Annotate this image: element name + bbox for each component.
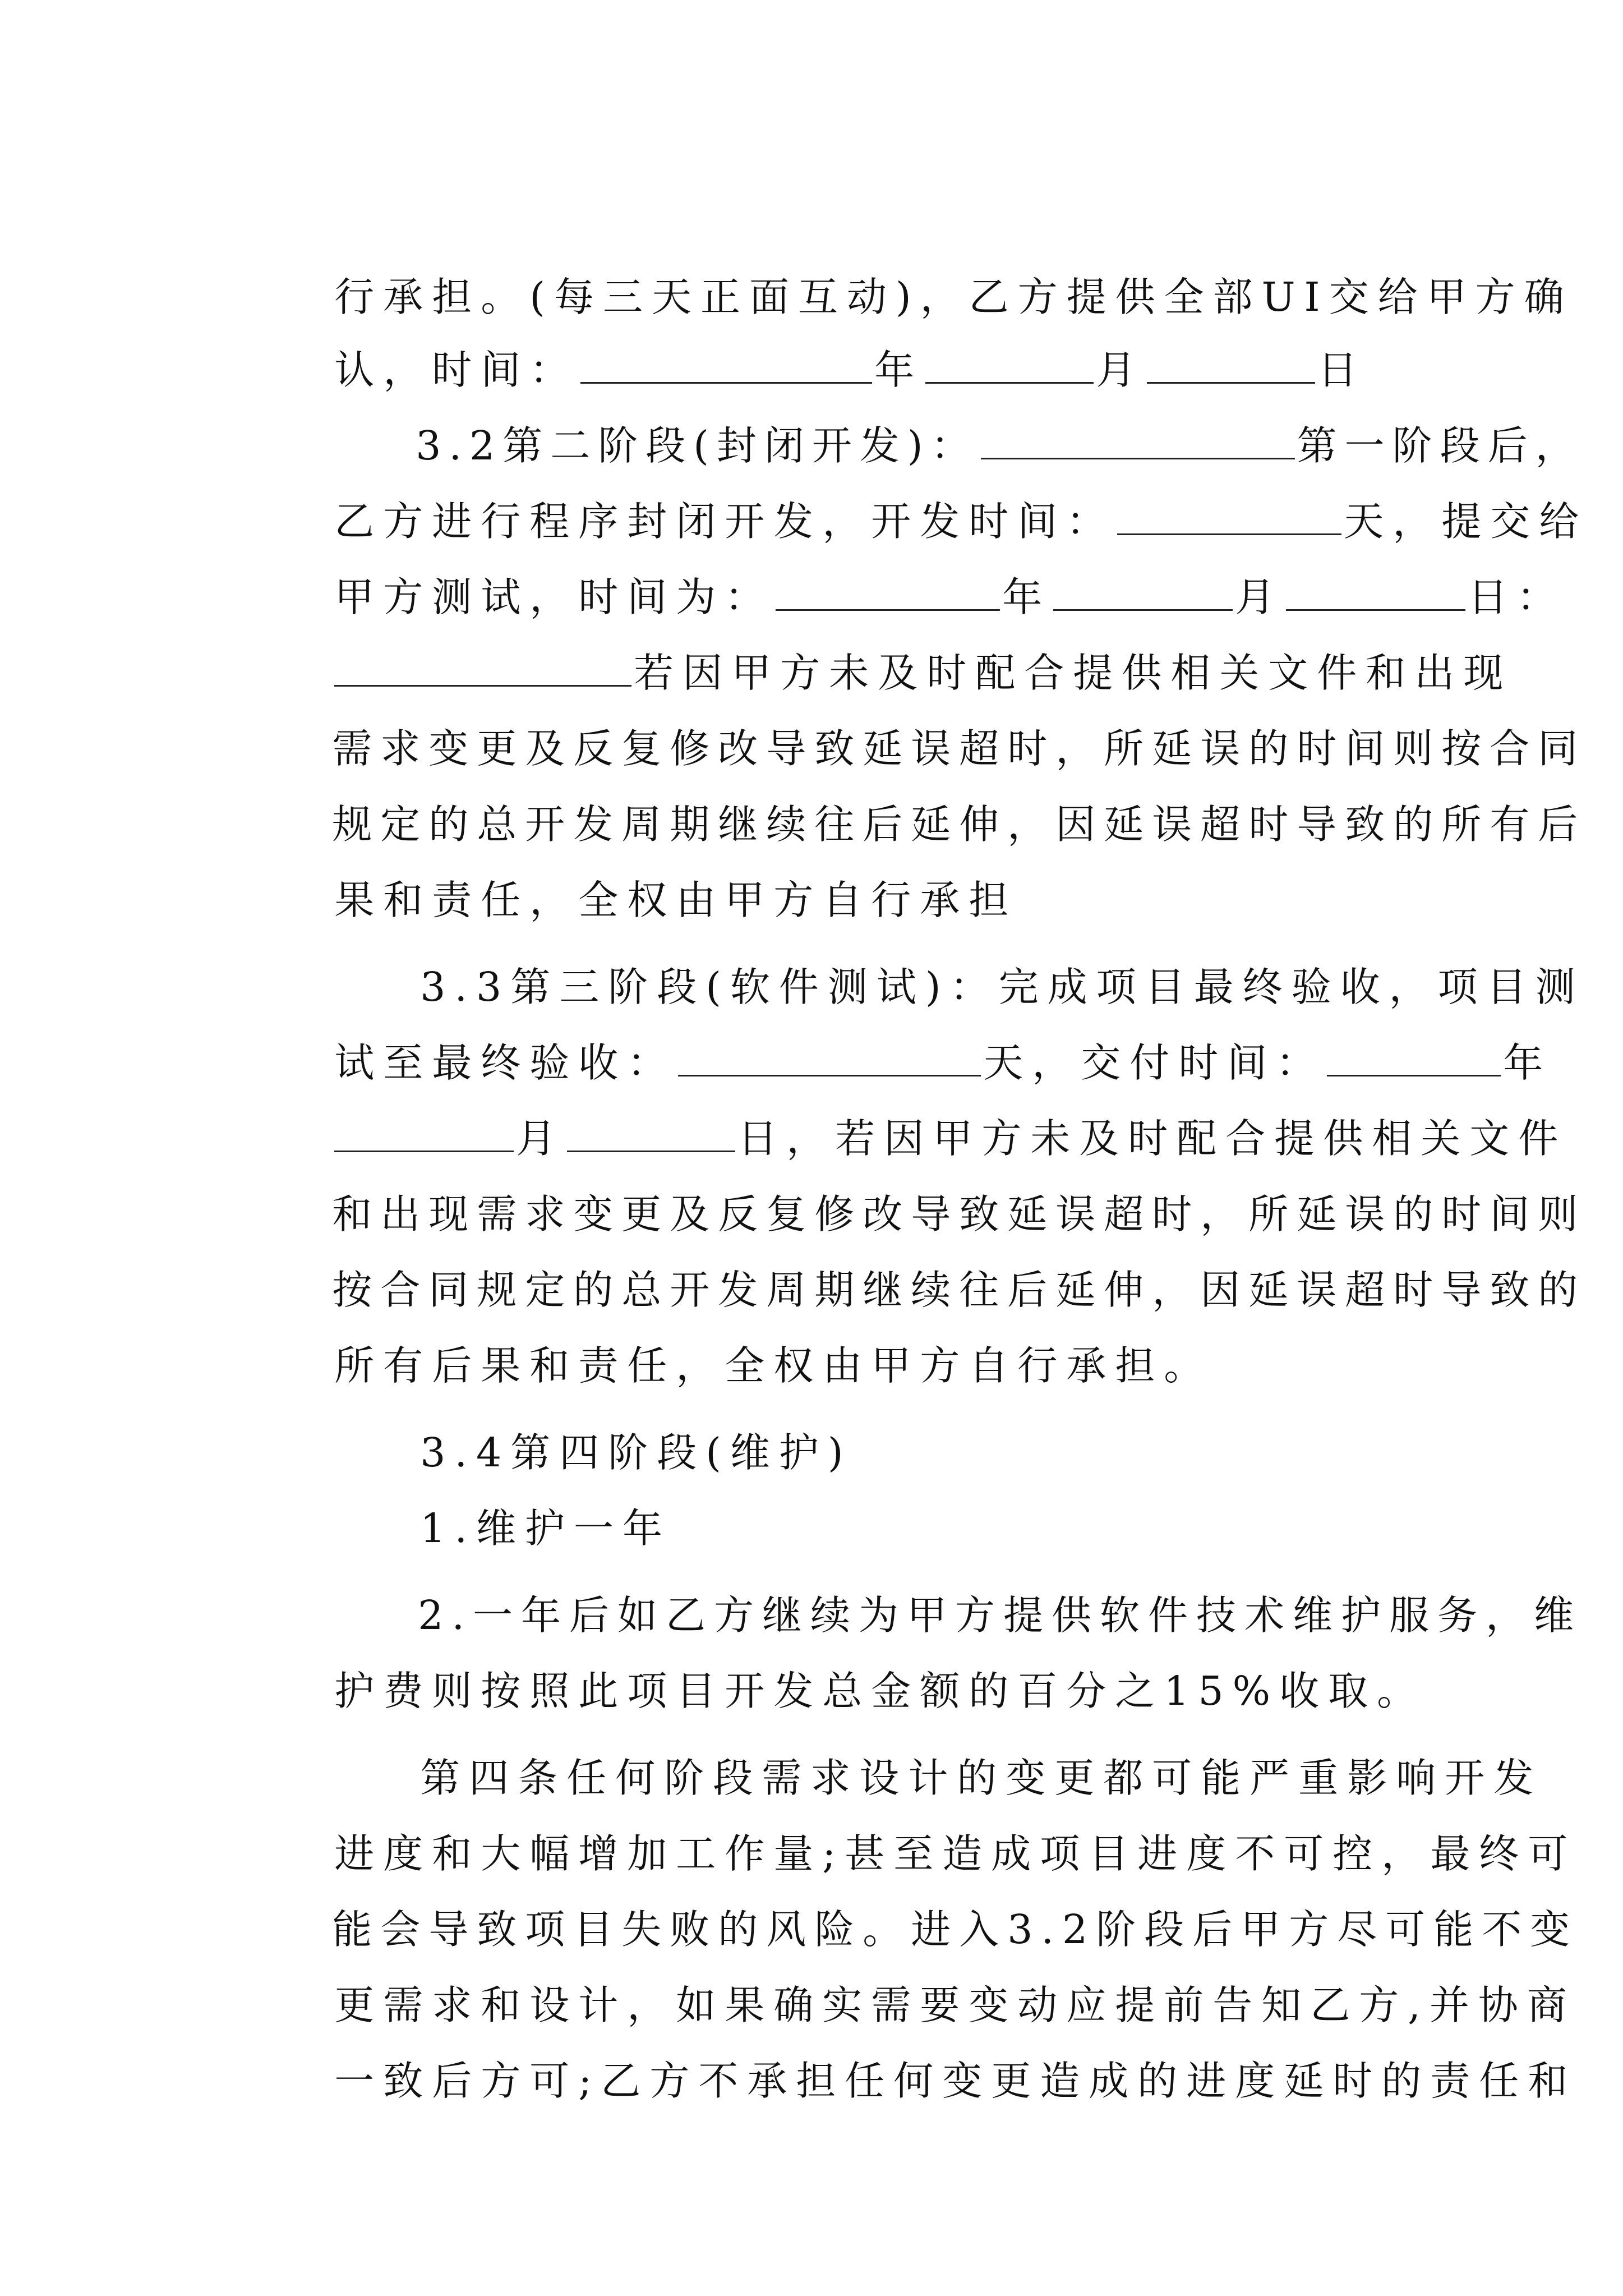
text-segment: 一致后方可;乙方不承担任何变更造成的进度延时的责任和 <box>334 2058 1577 2104</box>
text-segment: 年 <box>1002 574 1052 620</box>
text-line <box>248 1997 1576 2165</box>
text-segment: 试至最终验收： <box>334 1039 676 1086</box>
text-segment: 规定的总开发周期继续往后延伸，因延误超时导致的所有后 <box>332 801 1587 848</box>
text-segment: 3.3第三阶段(软件测试)：完成项目最终验收，项目测 <box>420 964 1584 1010</box>
text-segment: 进度和大幅增加工作量;甚至造成项目进度不可控，最终可 <box>334 1830 1577 1877</box>
text-segment: 护费则按照此项目开发总金额的百分之15%收取。 <box>334 1668 1426 1714</box>
text-segment: 日： <box>1468 574 1566 620</box>
text-segment: 3.2第二阶段(封闭开发)： <box>416 422 979 469</box>
text-segment: 2.一年后如乙方继续为甲方提供软件技术维护服务，维 <box>418 1592 1583 1639</box>
text-segment: 日，若因甲方未及时配合提供相关文件 <box>737 1115 1567 1162</box>
text-segment: 行承担。(每三天正面互动)，乙方提供全部UI交给甲方确 <box>334 274 1573 320</box>
text-segment: 乙方进行程序封闭开发，开发时间： <box>334 498 1115 545</box>
text-segment: 和出现需求变更及反复修改导致延误超时，所延误的时间则 <box>332 1191 1587 1237</box>
text-segment: 更需求和设计，如果确实需要变动应提前告知乙方,并协商 <box>334 1982 1576 2028</box>
text-segment: 天，交付时间： <box>983 1039 1325 1086</box>
text-segment: 月 <box>1096 347 1145 393</box>
text-segment: 需求变更及反复修改导致延误超时，所延误的时间则按合同 <box>332 725 1587 772</box>
text-segment: 月 <box>1235 574 1284 620</box>
text-segment: 果和责任，全权由甲方自行承担 <box>334 877 1018 923</box>
text-segment: 日 <box>1317 347 1367 393</box>
text-segment: 月 <box>516 1115 565 1162</box>
text-segment: 年 <box>1503 1039 1552 1086</box>
text-segment: 能会导致项目失败的风险。进入3.2阶段后甲方尽可能不变 <box>332 1906 1579 1953</box>
text-segment: 天，提交给 <box>1344 498 1588 545</box>
text-segment: 第四条任何阶段需求设计的变更都可能严重影响开发 <box>420 1755 1543 1801</box>
text-segment: 认，时间： <box>334 347 579 393</box>
text-segment: 第一阶段后， <box>1297 422 1583 469</box>
text-segment: 若因甲方未及时配合提供相关文件和出现 <box>634 650 1513 696</box>
text-segment: 3.4第四阶段(维护) <box>420 1429 852 1476</box>
text-segment: 1.维护一年 <box>420 1505 672 1552</box>
text-segment: 年 <box>874 347 924 393</box>
text-segment: 按合同规定的总开发周期继续往后延伸，因延误超时导致的 <box>332 1267 1587 1313</box>
text-segment: 所有后果和责任，全权由甲方自行承担。 <box>334 1342 1213 1389</box>
text-segment: 甲方测试，时间为： <box>334 574 774 620</box>
